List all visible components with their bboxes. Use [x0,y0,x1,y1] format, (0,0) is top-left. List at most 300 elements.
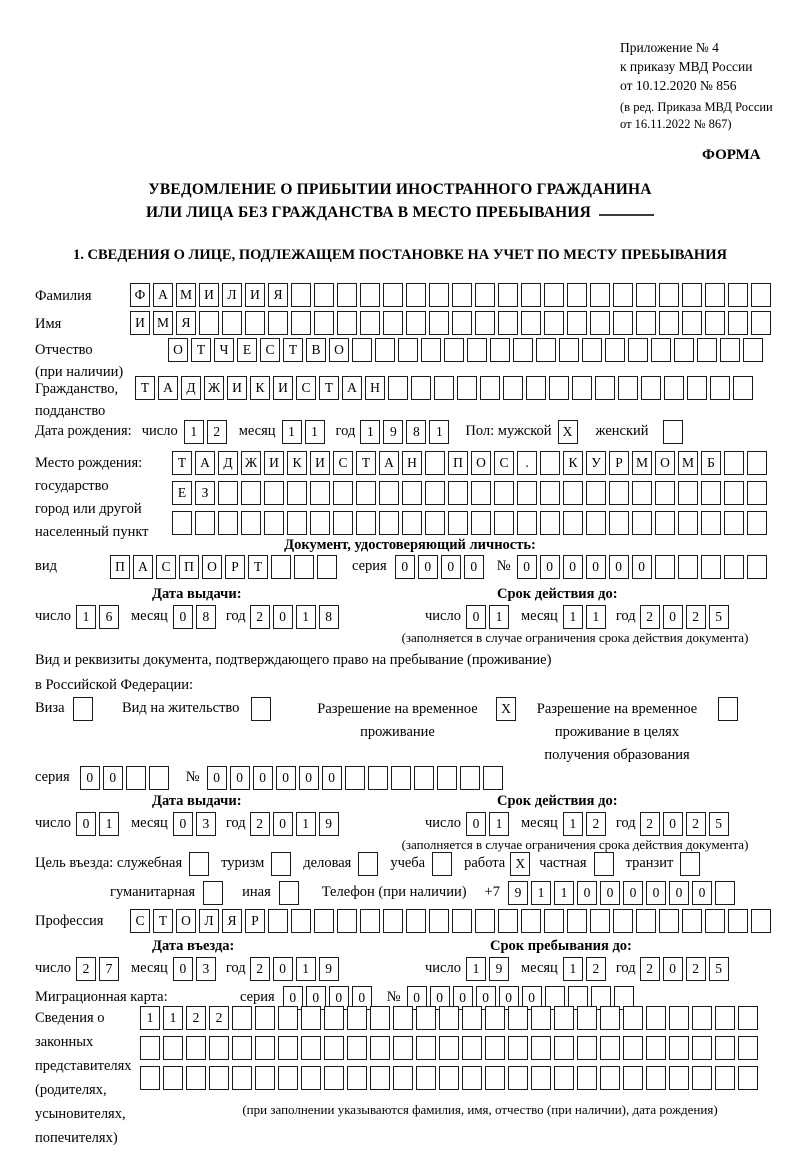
form-cell[interactable] [531,1036,551,1060]
form-cell[interactable] [485,1066,505,1090]
purpose-humanitarian-checkbox[interactable] [203,881,226,905]
form-cell[interactable]: 1 [554,881,574,905]
form-cell[interactable]: 0 [430,986,450,1010]
form-cell[interactable] [669,1006,689,1030]
purpose-official-checkbox[interactable] [189,852,212,876]
form-cell[interactable]: 0 [499,986,519,1010]
temp-residence-edu-checkbox[interactable] [718,697,741,721]
form-cell[interactable] [383,311,403,335]
residence-valid-month-cells[interactable] [563,812,609,836]
form-cell[interactable]: 1 [163,1006,183,1030]
form-cell[interactable] [189,852,209,876]
form-cell[interactable]: 0 [273,812,293,836]
form-cell[interactable] [623,1066,643,1090]
form-cell[interactable] [517,481,537,505]
form-cell[interactable] [375,338,395,362]
form-cell[interactable]: 0 [173,812,193,836]
form-cell[interactable] [314,311,334,335]
form-cell[interactable]: А [158,376,178,400]
form-cell[interactable]: 0 [173,957,193,981]
form-cell[interactable]: А [342,376,362,400]
form-cell[interactable]: 0 [600,881,620,905]
form-cell[interactable]: 1 [563,812,583,836]
form-cell[interactable] [554,1066,574,1090]
form-cell[interactable] [255,1006,275,1030]
form-cell[interactable]: 0 [453,986,473,1010]
form-cell[interactable] [483,766,503,790]
form-cell[interactable] [728,283,748,307]
citizenship-cells[interactable] [135,376,756,400]
form-cell[interactable]: О [168,338,188,362]
form-cell[interactable] [314,283,334,307]
form-cell[interactable] [462,1006,482,1030]
form-cell[interactable] [140,1066,160,1090]
form-cell[interactable]: М [176,283,196,307]
form-cell[interactable]: 0 [299,766,319,790]
form-cell[interactable]: 9 [319,957,339,981]
entry-day-cells[interactable] [76,957,122,981]
purpose-private-checkbox[interactable] [594,852,617,876]
form-cell[interactable] [406,311,426,335]
form-cell[interactable] [324,1066,344,1090]
form-cell[interactable] [715,1006,735,1030]
form-cell[interactable]: П [448,451,468,475]
form-cell[interactable] [393,1006,413,1030]
form-cell[interactable]: И [245,283,265,307]
form-cell[interactable]: 5 [709,812,729,836]
form-cell[interactable] [536,338,556,362]
form-cell[interactable] [577,1036,597,1060]
form-cell[interactable]: Н [365,376,385,400]
form-cell[interactable]: 0 [577,881,597,905]
form-cell[interactable]: 0 [273,605,293,629]
form-cell[interactable] [218,511,238,535]
form-cell[interactable] [222,311,242,335]
form-cell[interactable]: 0 [283,986,303,1010]
form-cell[interactable]: И [199,283,219,307]
form-cell[interactable] [264,511,284,535]
birth-place-cells-row1[interactable] [172,451,770,475]
residence-number-cells[interactable] [207,766,506,790]
form-cell[interactable]: К [563,451,583,475]
form-cell[interactable] [393,1036,413,1060]
doc-valid-month-cells[interactable] [563,605,609,629]
form-cell[interactable] [687,376,707,400]
form-cell[interactable] [452,909,472,933]
form-cell[interactable] [521,311,541,335]
form-cell[interactable] [586,511,606,535]
form-cell[interactable] [278,1036,298,1060]
form-cell[interactable]: 1 [489,605,509,629]
form-cell[interactable] [416,1036,436,1060]
form-cell[interactable]: 0 [540,555,560,579]
form-cell[interactable] [287,481,307,505]
form-cell[interactable] [705,283,725,307]
form-cell[interactable] [521,909,541,933]
form-cell[interactable]: 1 [296,812,316,836]
form-cell[interactable] [540,451,560,475]
sex-male-checkbox[interactable] [558,420,581,444]
form-cell[interactable] [554,1006,574,1030]
form-cell[interactable] [467,338,487,362]
form-cell[interactable] [613,909,633,933]
doc-valid-year-cells[interactable] [640,605,732,629]
form-cell[interactable]: 0 [329,986,349,1010]
purpose-transit-checkbox[interactable] [680,852,703,876]
form-cell[interactable]: Ж [204,376,224,400]
residence-issue-month-cells[interactable] [173,812,219,836]
form-cell[interactable] [324,1006,344,1030]
form-cell[interactable]: 0 [669,881,689,905]
form-cell[interactable] [485,1036,505,1060]
form-cell[interactable] [439,1006,459,1030]
form-cell[interactable]: Т [135,376,155,400]
form-cell[interactable]: С [260,338,280,362]
form-cell[interactable] [347,1066,367,1090]
form-cell[interactable]: 0 [466,605,486,629]
form-cell[interactable]: . [517,451,537,475]
form-cell[interactable] [356,481,376,505]
form-cell[interactable] [544,283,564,307]
form-cell[interactable] [462,1036,482,1060]
form-cell[interactable] [209,1066,229,1090]
form-cell[interactable] [682,909,702,933]
form-cell[interactable] [567,311,587,335]
form-cell[interactable] [747,511,767,535]
form-cell[interactable] [751,283,771,307]
purpose-study-checkbox[interactable] [432,852,455,876]
form-cell[interactable] [347,1036,367,1060]
form-cell[interactable] [513,338,533,362]
form-cell[interactable] [577,1066,597,1090]
form-cell[interactable]: 0 [273,957,293,981]
form-cell[interactable] [429,909,449,933]
form-cell[interactable]: Т [283,338,303,362]
form-cell[interactable] [471,511,491,535]
form-cell[interactable] [411,376,431,400]
form-cell[interactable]: 1 [489,812,509,836]
form-cell[interactable] [287,511,307,535]
form-cell[interactable] [251,697,271,721]
form-cell[interactable]: 0 [352,986,372,1010]
form-cell[interactable] [498,283,518,307]
form-cell[interactable] [388,376,408,400]
form-cell[interactable]: Е [237,338,257,362]
form-cell[interactable] [255,1036,275,1060]
form-cell[interactable] [432,852,452,876]
form-cell[interactable]: 2 [640,605,660,629]
form-cell[interactable] [494,481,514,505]
form-cell[interactable] [448,511,468,535]
form-cell[interactable] [370,1006,390,1030]
form-cell[interactable] [659,311,679,335]
form-cell[interactable]: 2 [76,957,96,981]
form-cell[interactable] [241,511,261,535]
form-cell[interactable] [540,481,560,505]
form-cell[interactable]: О [329,338,349,362]
form-cell[interactable]: 0 [441,555,461,579]
form-cell[interactable] [738,1036,758,1060]
form-cell[interactable] [586,481,606,505]
form-cell[interactable]: С [494,451,514,475]
form-cell[interactable] [659,909,679,933]
form-cell[interactable]: 2 [640,812,660,836]
form-cell[interactable] [682,283,702,307]
form-cell[interactable]: Я [176,311,196,335]
sex-female-checkbox[interactable] [663,420,686,444]
form-cell[interactable]: Т [356,451,376,475]
form-cell[interactable] [590,909,610,933]
form-cell[interactable] [636,283,656,307]
form-cell[interactable]: П [110,555,130,579]
form-cell[interactable] [393,1066,413,1090]
form-cell[interactable] [600,1066,620,1090]
form-cell[interactable] [733,376,753,400]
form-cell[interactable]: И [130,311,150,335]
form-cell[interactable] [291,283,311,307]
form-cell[interactable]: Д [181,376,201,400]
representatives-cells-row1[interactable] [140,1006,761,1030]
form-cell[interactable] [508,1066,528,1090]
form-cell[interactable]: Р [245,909,265,933]
visa-checkbox[interactable] [73,697,96,721]
doc-valid-day-cells[interactable] [466,605,512,629]
form-cell[interactable] [333,511,353,535]
form-cell[interactable] [199,311,219,335]
form-cell[interactable]: 9 [489,957,509,981]
form-cell[interactable] [337,311,357,335]
form-cell[interactable] [517,511,537,535]
form-cell[interactable]: 0 [418,555,438,579]
form-cell[interactable]: Я [268,283,288,307]
form-cell[interactable] [743,338,763,362]
form-cell[interactable] [437,766,457,790]
form-cell[interactable] [278,1006,298,1030]
form-cell[interactable]: И [273,376,293,400]
form-cell[interactable] [613,283,633,307]
form-cell[interactable]: К [250,376,270,400]
form-cell[interactable] [751,909,771,933]
purpose-tourism-checkbox[interactable] [271,852,294,876]
form-cell[interactable] [600,1036,620,1060]
form-cell[interactable] [414,766,434,790]
form-cell[interactable] [559,338,579,362]
form-cell[interactable]: Р [225,555,245,579]
form-cell[interactable] [126,766,146,790]
form-cell[interactable]: 1 [140,1006,160,1030]
form-cell[interactable] [682,311,702,335]
form-cell[interactable] [360,311,380,335]
form-cell[interactable]: 1 [563,605,583,629]
form-cell[interactable]: Ф [130,283,150,307]
form-cell[interactable] [278,1066,298,1090]
form-cell[interactable] [358,852,378,876]
form-cell[interactable] [718,697,738,721]
form-cell[interactable] [641,376,661,400]
form-cell[interactable]: О [176,909,196,933]
form-cell[interactable] [595,376,615,400]
form-cell[interactable] [398,338,418,362]
form-cell[interactable]: 5 [709,957,729,981]
form-cell[interactable] [590,283,610,307]
form-cell[interactable]: Ч [214,338,234,362]
form-cell[interactable] [678,511,698,535]
doc-series-cells[interactable] [395,555,487,579]
form-cell[interactable] [692,1036,712,1060]
form-cell[interactable] [669,1066,689,1090]
form-cell[interactable] [646,1006,666,1030]
form-cell[interactable] [301,1036,321,1060]
form-cell[interactable]: А [133,555,153,579]
birth-place-cells-row2[interactable] [172,481,770,505]
form-cell[interactable] [391,766,411,790]
form-cell[interactable] [678,481,698,505]
form-cell[interactable] [563,481,583,505]
residence-issue-year-cells[interactable] [250,812,342,836]
form-cell[interactable] [241,481,261,505]
form-cell[interactable] [356,511,376,535]
form-cell[interactable]: Д [218,451,238,475]
form-cell[interactable] [577,1006,597,1030]
form-cell[interactable]: С [130,909,150,933]
form-cell[interactable] [352,338,372,362]
form-cell[interactable] [383,283,403,307]
form-cell[interactable]: 1 [466,957,486,981]
form-cell[interactable]: 2 [186,1006,206,1030]
form-cell[interactable] [434,376,454,400]
form-cell[interactable] [738,1066,758,1090]
form-cell[interactable] [439,1066,459,1090]
form-cell[interactable] [738,1006,758,1030]
form-cell[interactable]: Т [172,451,192,475]
form-cell[interactable]: М [632,451,652,475]
form-cell[interactable] [232,1006,252,1030]
form-cell[interactable]: 2 [209,1006,229,1030]
form-cell[interactable] [310,481,330,505]
form-cell[interactable]: 6 [99,605,119,629]
form-cell[interactable] [582,338,602,362]
form-cell[interactable] [623,1036,643,1060]
form-cell[interactable] [406,283,426,307]
form-cell[interactable]: Н [402,451,422,475]
form-cell[interactable]: 8 [196,605,216,629]
form-cell[interactable] [416,1006,436,1030]
form-cell[interactable]: X [510,852,530,876]
form-cell[interactable] [605,338,625,362]
form-cell[interactable]: 3 [196,812,216,836]
form-cell[interactable] [728,909,748,933]
residence-valid-year-cells[interactable] [640,812,732,836]
form-cell[interactable] [498,909,518,933]
purpose-other-checkbox[interactable] [279,881,302,905]
form-cell[interactable] [651,338,671,362]
form-cell[interactable]: 0 [517,555,537,579]
form-cell[interactable] [632,511,652,535]
residence-series-cells[interactable] [80,766,172,790]
entry-year-cells[interactable] [250,957,342,981]
form-cell[interactable] [526,376,546,400]
form-cell[interactable] [728,311,748,335]
form-cell[interactable]: Ж [241,451,261,475]
form-cell[interactable] [692,1006,712,1030]
form-cell[interactable] [245,311,265,335]
form-cell[interactable]: А [379,451,399,475]
birth-year-cells[interactable] [360,420,452,444]
form-cell[interactable] [674,338,694,362]
form-cell[interactable]: 1 [563,957,583,981]
form-cell[interactable] [471,481,491,505]
form-cell[interactable]: 2 [250,812,270,836]
form-cell[interactable] [521,283,541,307]
form-cell[interactable]: 0 [464,555,484,579]
form-cell[interactable]: 5 [709,605,729,629]
purpose-business-checkbox[interactable] [358,852,381,876]
form-cell[interactable] [271,555,291,579]
form-cell[interactable] [360,909,380,933]
form-cell[interactable] [498,311,518,335]
form-cell[interactable]: 1 [296,957,316,981]
doc-type-cells[interactable] [110,555,340,579]
doc-issue-year-cells[interactable] [250,605,342,629]
entry-month-cells[interactable] [173,957,219,981]
form-cell[interactable]: 0 [407,986,427,1010]
form-cell[interactable] [475,283,495,307]
given-name-cells[interactable] [130,311,774,335]
form-cell[interactable]: 8 [406,420,426,444]
form-cell[interactable] [678,555,698,579]
form-cell[interactable] [149,766,169,790]
form-cell[interactable]: 1 [282,420,302,444]
form-cell[interactable]: Л [222,283,242,307]
form-cell[interactable] [609,481,629,505]
form-cell[interactable] [186,1036,206,1060]
form-cell[interactable]: 0 [253,766,273,790]
form-cell[interactable]: 9 [508,881,528,905]
form-cell[interactable] [697,338,717,362]
form-cell[interactable]: 8 [319,605,339,629]
form-cell[interactable] [594,852,614,876]
form-cell[interactable] [218,481,238,505]
form-cell[interactable] [379,481,399,505]
form-cell[interactable]: С [156,555,176,579]
form-cell[interactable]: Е [172,481,192,505]
form-cell[interactable]: 0 [173,605,193,629]
form-cell[interactable]: М [153,311,173,335]
form-cell[interactable] [655,511,675,535]
form-cell[interactable] [232,1036,252,1060]
form-cell[interactable] [701,511,721,535]
doc-issue-month-cells[interactable] [173,605,219,629]
form-cell[interactable]: О [471,451,491,475]
form-cell[interactable] [724,481,744,505]
form-cell[interactable]: 2 [640,957,660,981]
form-cell[interactable] [628,338,648,362]
phone-cells[interactable] [508,881,738,905]
form-cell[interactable]: А [195,451,215,475]
form-cell[interactable] [659,283,679,307]
form-cell[interactable] [264,481,284,505]
form-cell[interactable] [370,1036,390,1060]
form-cell[interactable] [379,511,399,535]
form-cell[interactable] [324,1036,344,1060]
form-cell[interactable] [452,311,472,335]
form-cell[interactable]: 1 [531,881,551,905]
stay-day-cells[interactable] [466,957,512,981]
birth-month-cells[interactable] [282,420,328,444]
stay-month-cells[interactable] [563,957,609,981]
form-cell[interactable] [747,451,767,475]
form-cell[interactable]: П [179,555,199,579]
